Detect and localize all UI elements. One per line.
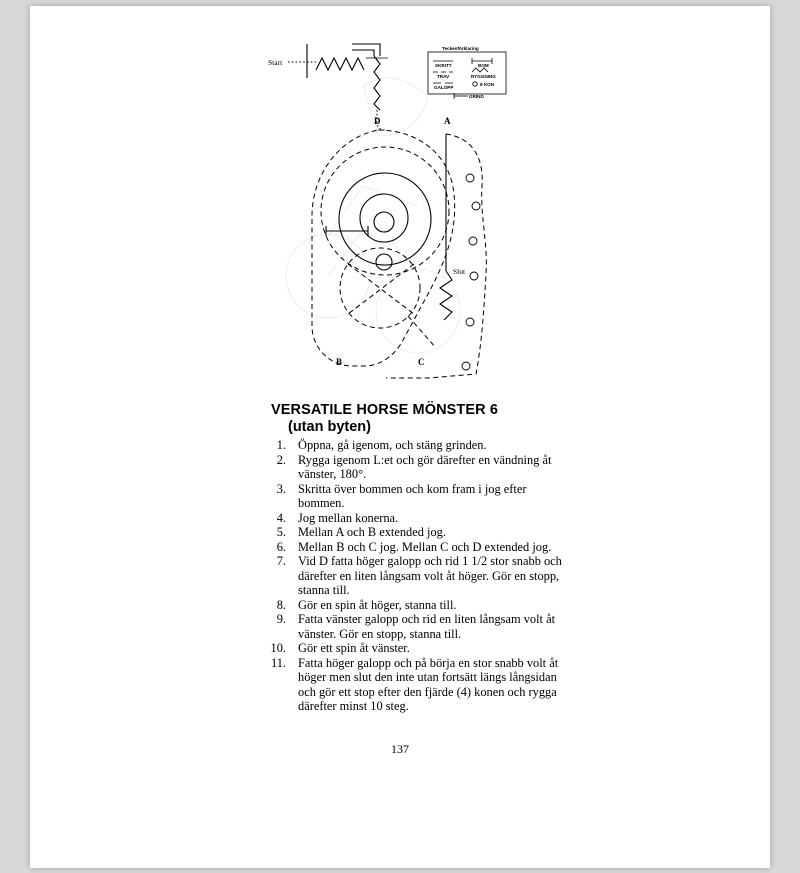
step-number: 2. — [276, 452, 286, 467]
step-number: 6. — [276, 539, 286, 554]
step-text: Rygga igenom L:et och gör därefter en vändning åt vänster, 180°. — [298, 452, 552, 481]
end-label: Slut — [453, 267, 466, 276]
legend-item-ryggning: RYGGNING — [471, 74, 496, 79]
document-page — [30, 6, 770, 868]
step-number: 8. — [276, 597, 286, 612]
list-item — [240, 438, 570, 453]
marker-C: C — [418, 357, 425, 367]
legend-item-trav: TRAV — [437, 74, 450, 79]
page-number: 137 — [391, 741, 409, 756]
step-number: 9. — [276, 612, 286, 626]
step-text: Gör ett spin åt vänster. — [298, 641, 410, 655]
legend-item-bom: BOM — [478, 63, 489, 68]
list-item — [240, 525, 570, 540]
step-number: 4. — [276, 510, 286, 525]
legend-box — [428, 46, 506, 99]
list-item — [240, 511, 570, 526]
step-number: 5. — [276, 525, 286, 539]
step-number: 10. — [270, 641, 286, 655]
list-item — [240, 612, 570, 641]
list-item — [240, 656, 570, 714]
step-number: 1. — [276, 438, 286, 452]
background-bleed — [286, 78, 460, 353]
step-text: Fatta vänster galopp och rid en liten långsam volt åt vänster. Gör en stopp, stanna till. — [298, 612, 556, 641]
list-item — [240, 554, 570, 598]
legend-item-grind: GRIND — [469, 94, 484, 99]
page-content — [240, 26, 570, 757]
list-item — [240, 482, 570, 511]
list-item — [240, 453, 570, 482]
letter-markers — [336, 116, 451, 367]
page-subtitle: (utan byten) — [288, 419, 371, 435]
list-item — [240, 641, 570, 656]
marker-A: A — [444, 116, 451, 126]
step-text: Skritta över bommen och kom fram i jog efter bommen. — [298, 481, 527, 510]
step-text: Mellan A och B extended jog. — [298, 525, 446, 539]
step-number: 7. — [276, 554, 286, 568]
step-text: Öppna, gå igenom, och stäng grinden. — [298, 438, 487, 452]
marker-D: D — [374, 116, 381, 126]
list-item — [240, 540, 570, 555]
list-item — [240, 598, 570, 613]
step-number: 11. — [270, 655, 286, 670]
steps-list — [240, 438, 570, 714]
legend-item-kon: 8 KON — [480, 82, 495, 87]
circle-figures — [321, 147, 449, 328]
start-label: Start — [268, 58, 283, 67]
legend-item-galopp: GALOPP — [434, 85, 454, 90]
start-and-gate-section — [268, 44, 388, 130]
legend-title: Teckenförklaring — [442, 46, 479, 51]
step-text: Vid D fatta höger galopp och rid 1 1/2 stor snabb och därefter en liten långsam volt åt höger. Gör en stopp, stanna till. — [298, 554, 562, 597]
step-text: Gör en spin åt höger, stanna till. — [298, 597, 457, 612]
marker-B: B — [336, 357, 343, 367]
step-text: Jog mellan konerna. — [298, 510, 399, 525]
step-text: Fatta höger galopp och på börja en stor snabb volt åt höger men slut den inte utan fortsätt längs långsidan och gör ett stop efter den fjärde (4) konen och rygga därefter minst 10 steg. — [298, 655, 559, 713]
step-text: Mellan B och C jog. Mellan C och D extended jog. — [298, 539, 552, 554]
step-number: 3. — [276, 481, 286, 496]
pattern-diagram — [268, 26, 568, 396]
page-title: VERSATILE HORSE MÖNSTER 6 — [271, 402, 499, 418]
legend-item-skritt: SKRITT — [435, 63, 452, 68]
right-side-and-cones — [386, 134, 486, 378]
